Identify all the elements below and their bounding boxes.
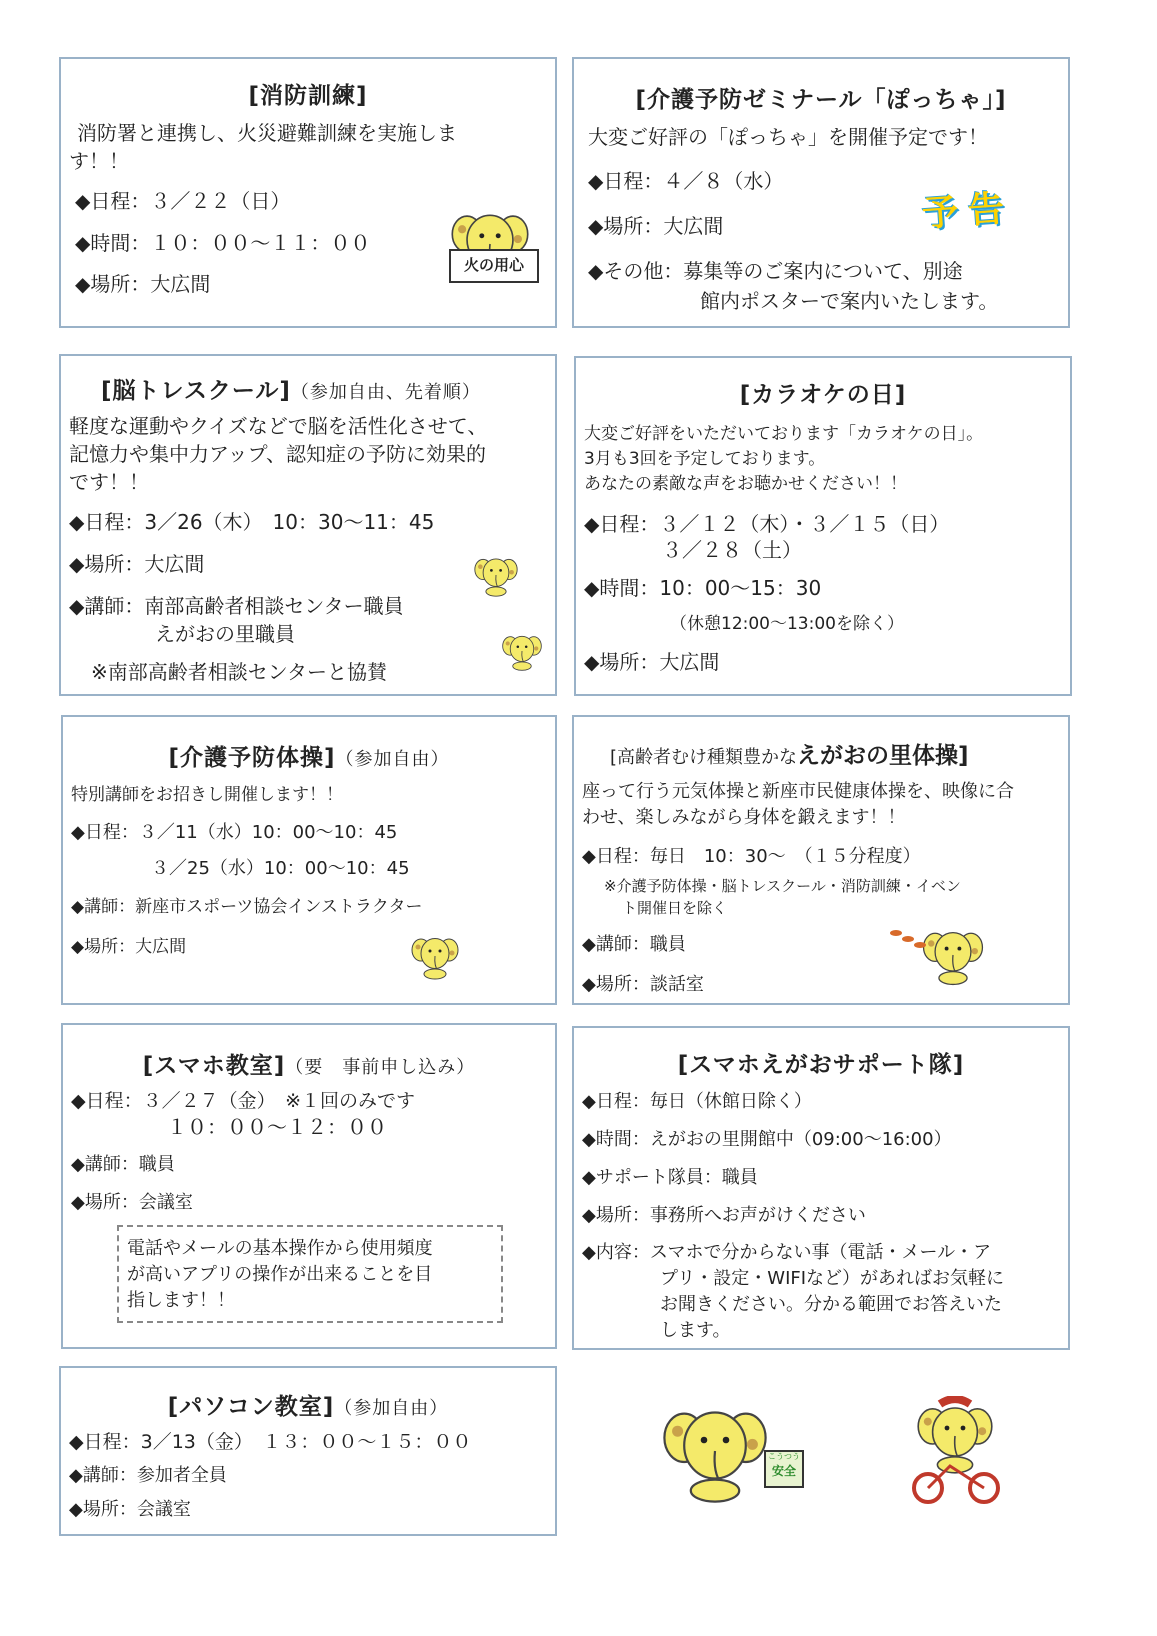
pc-class-box [59, 1366, 557, 1536]
care-exercise-date-1: ◆日程：３／11（水）10：00～10：45 [71, 822, 398, 843]
smartphone-class-note-3: 指します！！ [127, 1290, 235, 1311]
fire-caution-sign [449, 249, 539, 283]
brain-training-note: ※南部高齢者相談センターと協賛 [91, 660, 387, 684]
egao-exercise-lecturer: ◆講師：職員 [582, 934, 686, 955]
seminar-box [572, 57, 1070, 328]
smartphone-support-date: ◆日程：毎日（休館日除く） [582, 1091, 812, 1112]
egao-exercise-title [610, 737, 969, 770]
karaoke-title: [カラオケの日] [739, 382, 907, 408]
care-exercise-place: ◆場所：大広間 [71, 937, 187, 957]
pc-class-place: ◆場所：会議室 [69, 1499, 191, 1520]
seminar-other-2: 館内ポスターで案内いたします。 [700, 289, 999, 313]
egao-exercise-title-small: [高齢者むけ種類豊かな [610, 747, 798, 768]
traffic-safety-flag [764, 1450, 804, 1488]
smartphone-class-note-1: 電話やメールの基本操作から使用頻度 [127, 1238, 433, 1259]
fire-drill-time: ◆時間：１０：００～１１：００ [75, 231, 371, 255]
karaoke-desc-1: 大変ご好評をいただいております「カラオケの日」。 [584, 424, 984, 444]
brain-training-title [101, 372, 481, 405]
care-exercise-box [61, 715, 557, 1005]
care-exercise-title [63, 739, 555, 772]
smartphone-support-content-1: ◆内容：スマホで分からない事（電話・メール・ア [582, 1242, 992, 1263]
egao-exercise-date: ◆日程：毎日 10：30～ （１５分程度） [582, 846, 921, 867]
smartphone-class-note-2: が高いアプリの操作が出来ることを目 [127, 1264, 433, 1285]
brain-training-desc-1: 軽度な運動やクイズなどで脳を活性化させて、 [69, 414, 488, 438]
egao-exercise-place: ◆場所：談話室 [582, 974, 704, 995]
fire-drill-title: [消防訓練] [248, 83, 368, 109]
karaoke-desc-2: 3月も3回を予定しております。 [584, 449, 826, 469]
smartphone-class-date-2: １０：００～１２：００ [167, 1115, 387, 1139]
brain-training-lecturer-2: えがおの里職員 [155, 622, 295, 646]
karaoke-desc-3: あなたの素敵な声をお聴かせください！！ [584, 474, 907, 494]
traffic-safety-flag-small: こうつう [768, 1452, 800, 1461]
karaoke-date-2: ３／２８（土） [662, 538, 802, 562]
egao-exercise-note-2: ト開催日を除く [622, 899, 728, 917]
reading-elephant-icon [499, 630, 545, 672]
brain-training-place: ◆場所：大広間 [69, 552, 205, 576]
smartphone-class-date-1: ◆日程：３／２７（金） ※１回のみです [71, 1090, 416, 1112]
pc-class-title-sub: （参加自由） [334, 1398, 449, 1419]
smartphone-class-box [61, 1023, 557, 1349]
care-exercise-date-2: ３／25（水）10：00～10：45 [151, 858, 410, 879]
brain-training-box [59, 354, 557, 696]
fire-drill-desc-2: す！！ [69, 149, 129, 173]
traffic-safety-flag-big: 安全 [771, 1464, 796, 1478]
brain-training-date: ◆日程：3／26（木） 10：30～11：45 [69, 510, 435, 534]
fire-drill-date: ◆日程：３／２２（日） [75, 189, 291, 213]
smartphone-class-note-box [117, 1225, 503, 1323]
traffic-safety-elephant-icon [660, 1396, 770, 1506]
karaoke-time: ◆時間：10：00～15：30 [584, 576, 822, 600]
elephant-mascot-icon [407, 931, 463, 981]
fire-caution-label: 火の用心 [463, 256, 524, 274]
smartphone-support-member: ◆サポート隊員：職員 [582, 1167, 758, 1188]
brain-training-title-main: [脳トレスクール] [101, 378, 291, 404]
smartphone-class-place: ◆場所：会議室 [71, 1192, 193, 1213]
pc-class-lecturer: ◆講師：参加者全員 [69, 1465, 227, 1486]
care-exercise-desc: 特別講師をお招きし開催します！！ [71, 785, 343, 805]
smartphone-support-title: [スマホえがおサポート隊] [677, 1052, 965, 1078]
egao-exercise-title-big: えがおの里体操] [797, 743, 969, 769]
egao-exercise-desc-2: わせ、楽しみながら身体を鍛えます！！ [582, 807, 906, 828]
care-exercise-title-sub: （参加自由） [335, 749, 450, 770]
egao-exercise-box [572, 715, 1070, 1005]
smartphone-class-lecturer: ◆講師：職員 [71, 1154, 175, 1175]
smartphone-class-title-main: [スマホ教室] [142, 1053, 286, 1079]
pc-class-title [61, 1388, 555, 1421]
karaoke-box [574, 356, 1072, 696]
seminar-place: ◆場所：大広間 [588, 214, 724, 238]
egao-exercise-desc-1: 座って行う元気体操と新座市民健康体操を、映像に合 [582, 781, 1014, 802]
smartphone-support-place: ◆場所：事務所へお声がけください [582, 1205, 866, 1226]
pc-class-title-main: [パソコン教室] [167, 1394, 335, 1420]
smartphone-class-title-sub: （要 事前申し込み） [285, 1057, 476, 1078]
graduate-elephant-icon [471, 552, 521, 598]
smartphone-support-box [572, 1026, 1070, 1350]
seminar-date: ◆日程：４／８（水） [588, 169, 784, 193]
brain-training-desc-3: です！！ [69, 470, 149, 494]
brain-training-lecturer-1: ◆講師：南部高齢者相談センター職員 [69, 594, 404, 618]
egao-exercise-note-1: ※介護予防体操・脳トレスクール・消防訓練・イベン [604, 877, 961, 895]
karaoke-break: （休憩12:00～13:00を除く） [670, 614, 904, 634]
smartphone-class-title [63, 1047, 555, 1080]
care-exercise-title-main: [介護予防体操] [168, 745, 336, 771]
fire-drill-place: ◆場所：大広間 [75, 272, 211, 296]
seminar-desc: 大変ご好評の「ぽっちゃ」を開催予定です！ [588, 125, 988, 149]
seminar-other-1: ◆その他：募集等のご案内について、別途 [588, 259, 963, 283]
fire-drill-desc-1: 消防署と連携し、火災避難訓練を実施しま [77, 121, 457, 145]
brain-training-title-sub: （参加自由、先着順） [290, 382, 481, 403]
fire-drill-box [59, 57, 557, 328]
leaves-icon [886, 923, 932, 953]
preview-badge: 予告 [920, 187, 1016, 236]
seminar-title: [介護予防ゼミナール「ぽっちゃ」] [635, 87, 1007, 113]
brain-training-desc-2: 記憶力や集中力アップ、認知症の予防に効果的 [69, 442, 486, 466]
karaoke-date-1: ◆日程：３／１２（木）・３／１５（日） [584, 512, 950, 536]
smartphone-support-content-3: お聞きください。分かる範囲でお答えいた [660, 1294, 1002, 1315]
karaoke-place: ◆場所：大広間 [584, 650, 720, 674]
smartphone-support-content-2: プリ・設定・WIFIなど）があればお気軽に [660, 1268, 1005, 1289]
smartphone-support-content-4: します。 [660, 1320, 731, 1341]
smartphone-support-time: ◆時間：えがおの里開館中（09:00～16:00） [582, 1129, 952, 1150]
care-exercise-lecturer: ◆講師：新座市スポーツ協会インストラクター [71, 897, 423, 917]
bicycle-elephant-icon [900, 1396, 1010, 1506]
pc-class-date: ◆日程：3／13（金） １３：００～１５：００ [69, 1431, 472, 1453]
